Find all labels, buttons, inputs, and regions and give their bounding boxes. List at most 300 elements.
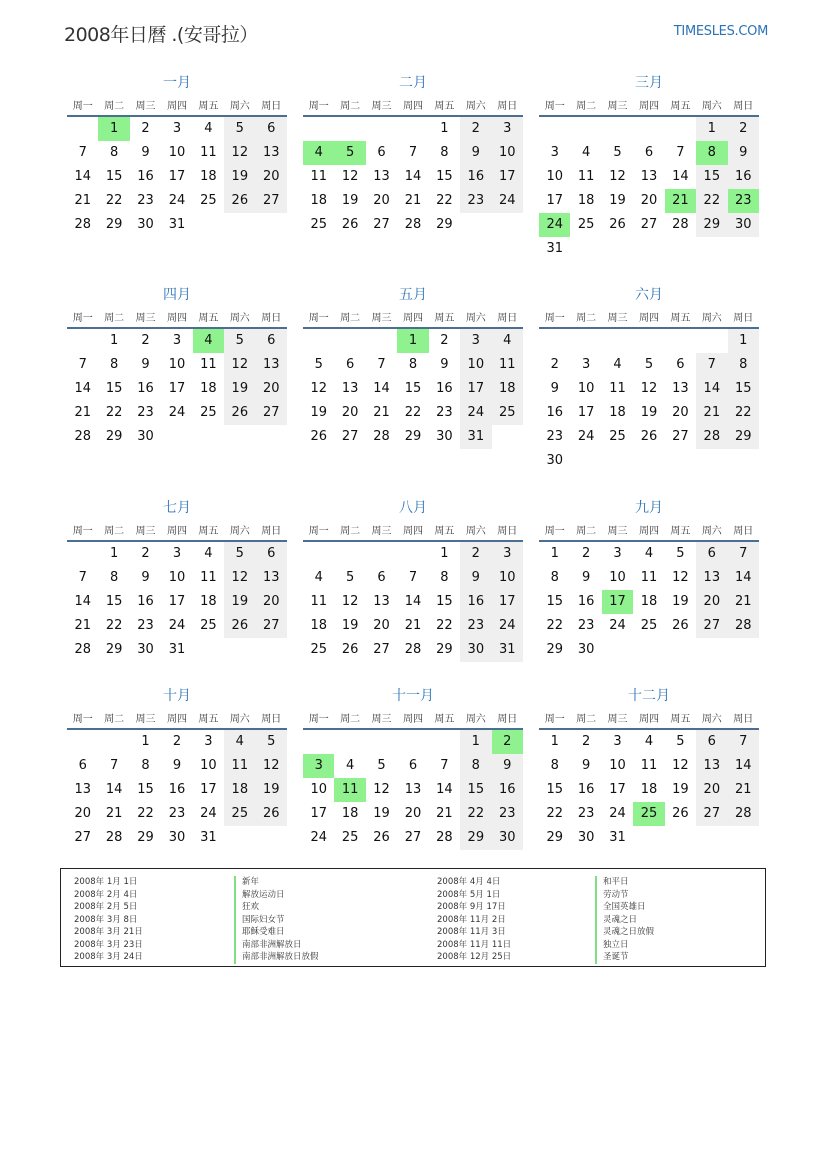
day-cell: 12 [672, 570, 689, 585]
day-cell: 21 [105, 806, 123, 821]
weekday-label: 周日 [733, 714, 754, 725]
empty-day-cell [665, 237, 696, 261]
empty-day-cell [67, 542, 98, 566]
day-cell: 30 [436, 429, 453, 444]
day-cell: 20 [696, 778, 727, 802]
week-row [67, 778, 287, 802]
day-cell: 7 [377, 357, 386, 372]
week-row [67, 754, 287, 778]
weekday-label: 周六 [229, 526, 250, 537]
week-row [303, 754, 523, 778]
day-cell: 21 [74, 193, 91, 208]
day-cell: 3 [204, 734, 213, 749]
day-cell: 1 [141, 734, 150, 749]
day-cell: 5 [224, 542, 255, 566]
day-cell: 18 [640, 594, 658, 609]
weekday-header [539, 306, 759, 329]
empty-day-cell [303, 117, 334, 141]
day-cell: 24 [168, 193, 186, 208]
day-cell: 13 [74, 782, 91, 797]
weekday-header [539, 707, 759, 730]
day-cell: 12 [224, 141, 255, 165]
day-cell: 30 [168, 830, 186, 845]
month-name: 十二月 [628, 688, 670, 704]
day-cell: 20 [404, 806, 422, 821]
weekday-label: 周三 [371, 526, 392, 537]
weekday-label: 周一 [72, 714, 93, 725]
empty-day-cell [67, 329, 98, 353]
day-cell: 5 [314, 357, 323, 372]
holiday-date: 2008年 5月 1日 [437, 889, 501, 900]
day-cell: 24 [609, 806, 626, 821]
day-cell: 10 [492, 566, 523, 590]
weekday-label: 周五 [670, 313, 691, 324]
day-cell: 2 [440, 333, 449, 348]
day-cell: 19 [256, 778, 287, 802]
day-cell: 22 [436, 618, 453, 633]
weekday-label: 周六 [701, 526, 722, 537]
day-cell: 16 [460, 590, 491, 614]
day-cell: 16 [460, 165, 491, 189]
week-row [67, 425, 287, 449]
weekday-header [67, 306, 287, 329]
week-row [67, 826, 287, 850]
day-cell: 18 [200, 169, 217, 184]
day-cell: 14 [74, 381, 91, 396]
day-cell: 10 [546, 169, 563, 184]
day-cell: 19 [672, 594, 689, 609]
week-row [539, 117, 759, 141]
empty-day-cell [303, 730, 334, 754]
day-cell: 13 [373, 169, 390, 184]
weekday-label: 周二 [104, 313, 125, 324]
day-cell: 8 [460, 754, 491, 778]
day-cell: 4 [314, 570, 323, 585]
day-cell: 10 [577, 381, 595, 396]
day-cell: 19 [609, 193, 626, 208]
day-cell: 17 [546, 193, 563, 208]
week-row [539, 730, 759, 754]
weekday-label: 周五 [670, 101, 691, 112]
day-cell: 23 [577, 806, 595, 821]
empty-day-cell [224, 425, 255, 449]
weekday-label: 周四 [166, 526, 187, 537]
week-row [539, 165, 759, 189]
weekday-label: 周日 [497, 714, 518, 725]
day-cell: 22 [728, 401, 759, 425]
day-cell: 11 [334, 778, 365, 802]
day-cell: 5 [256, 730, 287, 754]
day-cell: 9 [172, 758, 182, 773]
weekday-header [539, 94, 759, 117]
empty-day-cell [665, 449, 696, 473]
day-cell: 9 [581, 758, 591, 773]
day-cell: 17 [492, 590, 523, 614]
weekday-label: 周四 [402, 313, 423, 324]
day-cell: 13 [341, 381, 359, 396]
week-row [303, 189, 523, 213]
day-cell: 24 [492, 189, 523, 213]
day-cell: 31 [200, 830, 217, 845]
day-cell: 1 [728, 329, 759, 353]
weekday-label: 周日 [261, 526, 282, 537]
day-cell: 17 [168, 381, 186, 396]
day-cell: 24 [460, 401, 491, 425]
day-cell: 9 [460, 141, 491, 165]
weekday-label: 周一 [544, 526, 565, 537]
day-cell: 23 [436, 405, 453, 420]
holiday-legend [60, 868, 766, 967]
empty-day-cell [728, 638, 759, 662]
day-cell: 4 [644, 734, 654, 749]
empty-day-cell [633, 826, 664, 850]
week-row [303, 638, 523, 662]
empty-day-cell [602, 117, 633, 141]
day-cell: 10 [168, 357, 186, 372]
weekday-label: 周二 [576, 526, 597, 537]
day-cell: 7 [728, 730, 759, 754]
week-row [67, 802, 287, 826]
empty-day-cell [334, 117, 365, 141]
day-cell: 25 [310, 217, 327, 232]
day-cell: 4 [224, 730, 255, 754]
empty-day-cell [67, 117, 98, 141]
day-cell: 16 [137, 381, 154, 396]
day-cell: 20 [74, 806, 91, 821]
month-4 [67, 284, 287, 449]
weekday-label: 周四 [166, 313, 187, 324]
day-cell: 29 [105, 217, 123, 232]
day-cell: 23 [168, 806, 186, 821]
day-cell: 27 [373, 217, 390, 232]
day-cell: 24 [492, 614, 523, 638]
holiday-name: 解放运动日 [234, 889, 319, 902]
weekday-label: 周五 [198, 101, 219, 112]
month-11 [303, 685, 523, 850]
day-cell: 20 [696, 590, 727, 614]
day-cell: 8 [109, 145, 119, 160]
holiday-name: 新年 [234, 876, 319, 889]
empty-day-cell [224, 826, 255, 850]
holiday-name: 国际妇女节 [234, 914, 319, 927]
weekday-header [67, 94, 287, 117]
weekday-label: 周五 [670, 526, 691, 537]
day-cell: 5 [345, 570, 355, 585]
day-cell: 21 [404, 618, 422, 633]
brand-link[interactable]: TIMESLES.COM [673, 24, 768, 39]
day-cell: 24 [539, 213, 570, 237]
day-cell: 22 [137, 806, 154, 821]
day-cell: 17 [609, 782, 626, 797]
empty-day-cell [460, 213, 491, 237]
day-cell: 7 [408, 145, 418, 160]
empty-day-cell [492, 425, 523, 449]
day-cell: 2 [141, 333, 150, 348]
week-row [303, 730, 523, 754]
day-cell: 22 [696, 189, 727, 213]
holiday-name: 和平日 [595, 876, 654, 889]
holiday-date: 2008年 1月 1日 [74, 877, 138, 887]
holiday-names-col-2 [595, 876, 654, 964]
week-row [303, 425, 523, 449]
day-cell: 6 [696, 730, 727, 754]
day-cell: 28 [728, 614, 759, 638]
day-cell: 21 [436, 806, 453, 821]
day-cell: 20 [640, 193, 658, 208]
holiday-date: 2008年 11月 11日 [437, 939, 512, 950]
empty-day-cell [193, 638, 224, 662]
day-cell: 22 [105, 405, 123, 420]
week-row [539, 377, 759, 401]
day-cell: 4 [581, 145, 591, 160]
empty-day-cell [334, 542, 365, 566]
day-cell: 30 [460, 638, 491, 662]
weekday-label: 周六 [229, 101, 250, 112]
weekday-label: 周五 [198, 313, 219, 324]
day-cell: 19 [373, 806, 390, 821]
day-cell: 23 [546, 429, 563, 444]
weekday-label: 周日 [497, 526, 518, 537]
day-cell: 16 [577, 782, 595, 797]
day-cell: 9 [728, 141, 759, 165]
day-cell: 22 [546, 806, 563, 821]
weekday-label: 周四 [402, 526, 423, 537]
day-cell: 30 [546, 453, 563, 468]
holiday-date: 2008年 11月 3日 [437, 927, 506, 937]
day-cell: 11 [310, 594, 327, 609]
week-row [303, 778, 523, 802]
weekday-label: 周三 [371, 714, 392, 725]
weekday-label: 周二 [104, 101, 125, 112]
day-cell: 4 [204, 546, 213, 561]
day-cell: 7 [728, 542, 759, 566]
day-cell: 5 [224, 117, 255, 141]
day-cell: 20 [373, 193, 390, 208]
week-row [67, 141, 287, 165]
day-cell: 18 [609, 405, 626, 420]
day-cell: 15 [460, 778, 491, 802]
week-row [303, 566, 523, 590]
holiday-name: 南部非洲解放日 [234, 939, 319, 952]
day-cell: 8 [550, 570, 559, 585]
day-cell: 18 [200, 381, 217, 396]
day-cell: 10 [609, 570, 626, 585]
weekday-label: 周二 [340, 101, 361, 112]
day-cell: 17 [168, 169, 186, 184]
day-cell: 26 [224, 614, 255, 638]
day-cell: 21 [373, 405, 390, 420]
day-cell: 25 [492, 401, 523, 425]
weekday-label: 周四 [638, 313, 659, 324]
day-cell: 27 [341, 429, 359, 444]
day-cell: 26 [609, 217, 626, 232]
day-cell: 15 [404, 381, 422, 396]
day-cell: 29 [546, 642, 563, 657]
day-cell: 19 [310, 405, 327, 420]
day-cell: 24 [310, 830, 327, 845]
day-cell: 8 [696, 141, 727, 165]
day-cell: 26 [672, 806, 689, 821]
day-cell: 10 [492, 141, 523, 165]
week-row [539, 590, 759, 614]
weekday-header [67, 519, 287, 542]
empty-day-cell [665, 826, 696, 850]
day-cell: 23 [460, 614, 491, 638]
holiday-date: 2008年 2月 4日 [74, 889, 138, 900]
weekday-label: 周五 [434, 101, 455, 112]
day-cell: 17 [200, 782, 217, 797]
week-row [539, 566, 759, 590]
weekday-label: 周二 [576, 101, 597, 112]
day-cell: 27 [256, 614, 287, 638]
holiday-date: 2008年 3月 21日 [74, 927, 143, 937]
day-cell: 8 [550, 758, 559, 773]
day-cell: 28 [74, 217, 91, 232]
month-name: 八月 [399, 500, 427, 516]
week-row [67, 614, 287, 638]
empty-day-cell [397, 542, 428, 566]
day-cell: 16 [137, 594, 154, 609]
empty-day-cell [633, 449, 664, 473]
week-row [539, 401, 759, 425]
day-cell: 16 [492, 778, 523, 802]
week-row [67, 353, 287, 377]
day-cell: 30 [728, 213, 759, 237]
day-cell: 27 [672, 429, 689, 444]
weekday-label: 周一 [544, 101, 565, 112]
day-cell: 1 [397, 329, 428, 353]
day-cell: 21 [74, 405, 91, 420]
holiday-date: 2008年 12月 25日 [437, 952, 512, 962]
empty-day-cell [98, 730, 129, 754]
day-cell: 27 [696, 802, 727, 826]
day-cell: 16 [546, 405, 563, 420]
day-cell: 15 [696, 165, 727, 189]
day-cell: 19 [224, 165, 255, 189]
empty-day-cell [397, 117, 428, 141]
day-cell: 13 [256, 353, 287, 377]
week-row [303, 590, 523, 614]
day-cell: 21 [728, 590, 759, 614]
day-cell: 3 [613, 546, 622, 561]
day-cell: 30 [492, 826, 523, 850]
day-cell: 2 [141, 121, 150, 136]
empty-day-cell [161, 425, 192, 449]
weekday-label: 周日 [733, 526, 754, 537]
day-cell: 10 [310, 782, 327, 797]
weekday-label: 周三 [135, 313, 156, 324]
weekday-header [303, 707, 523, 730]
day-cell: 29 [728, 425, 759, 449]
weekday-label: 周六 [465, 526, 486, 537]
day-cell: 7 [696, 353, 727, 377]
day-cell: 4 [644, 546, 654, 561]
weekday-label: 周五 [670, 714, 691, 725]
holiday-name: 灵魂之日 [595, 914, 654, 927]
weekday-label: 周一 [308, 714, 329, 725]
day-cell: 6 [345, 357, 355, 372]
day-cell: 5 [613, 145, 622, 160]
holiday-date: 2008年 3月 8日 [74, 914, 138, 925]
day-cell: 5 [224, 329, 255, 353]
day-cell: 20 [256, 590, 287, 614]
day-cell: 11 [200, 357, 217, 372]
day-cell: 4 [492, 329, 523, 353]
weekday-label: 周一 [544, 313, 565, 324]
day-cell: 26 [640, 429, 658, 444]
weekday-label: 周五 [434, 526, 455, 537]
day-cell: 9 [581, 570, 591, 585]
day-cell: 23 [492, 802, 523, 826]
week-row [539, 826, 759, 850]
week-row [303, 117, 523, 141]
day-cell: 14 [728, 754, 759, 778]
day-cell: 25 [200, 405, 217, 420]
holiday-date: 2008年 3月 24日 [74, 952, 143, 962]
day-cell: 31 [168, 642, 186, 657]
day-cell: 5 [377, 758, 386, 773]
day-cell: 1 [109, 333, 119, 348]
day-cell: 1 [460, 730, 491, 754]
day-cell: 17 [310, 806, 327, 821]
weekday-label: 周一 [308, 313, 329, 324]
day-cell: 12 [672, 758, 689, 773]
day-cell: 27 [696, 614, 727, 638]
day-cell: 15 [105, 381, 123, 396]
month-6 [539, 284, 759, 473]
day-cell: 4 [613, 357, 622, 372]
day-cell: 3 [492, 542, 523, 566]
day-cell: 24 [577, 429, 595, 444]
weekday-label: 周二 [340, 526, 361, 537]
day-cell: 17 [460, 377, 491, 401]
weekday-label: 周三 [607, 313, 628, 324]
week-row [539, 638, 759, 662]
day-cell: 1 [550, 546, 559, 561]
day-cell: 7 [440, 758, 449, 773]
holiday-name: 圣诞节 [595, 951, 654, 964]
day-cell: 24 [168, 405, 186, 420]
month-12 [539, 685, 759, 850]
day-cell: 7 [78, 145, 87, 160]
day-cell: 6 [78, 758, 87, 773]
day-cell: 14 [74, 169, 91, 184]
month-7 [67, 497, 287, 662]
week-row [67, 329, 287, 353]
weekday-label: 周一 [72, 313, 93, 324]
day-cell: 25 [310, 642, 327, 657]
week-row [539, 329, 759, 353]
week-row [539, 802, 759, 826]
weekday-label: 周四 [638, 714, 659, 725]
day-cell: 16 [137, 169, 154, 184]
holiday-name: 劳动节 [595, 889, 654, 902]
day-cell: 2 [460, 117, 491, 141]
day-cell: 29 [404, 429, 422, 444]
day-cell: 12 [224, 566, 255, 590]
empty-day-cell [602, 237, 633, 261]
day-cell: 31 [546, 241, 563, 256]
month-2 [303, 72, 523, 237]
week-row [67, 590, 287, 614]
day-cell: 6 [644, 145, 654, 160]
holiday-names-col-1 [234, 876, 319, 964]
weekday-label: 周六 [701, 313, 722, 324]
day-cell: 6 [256, 117, 287, 141]
day-cell: 9 [492, 754, 523, 778]
day-cell: 18 [310, 193, 327, 208]
day-cell: 17 [492, 165, 523, 189]
